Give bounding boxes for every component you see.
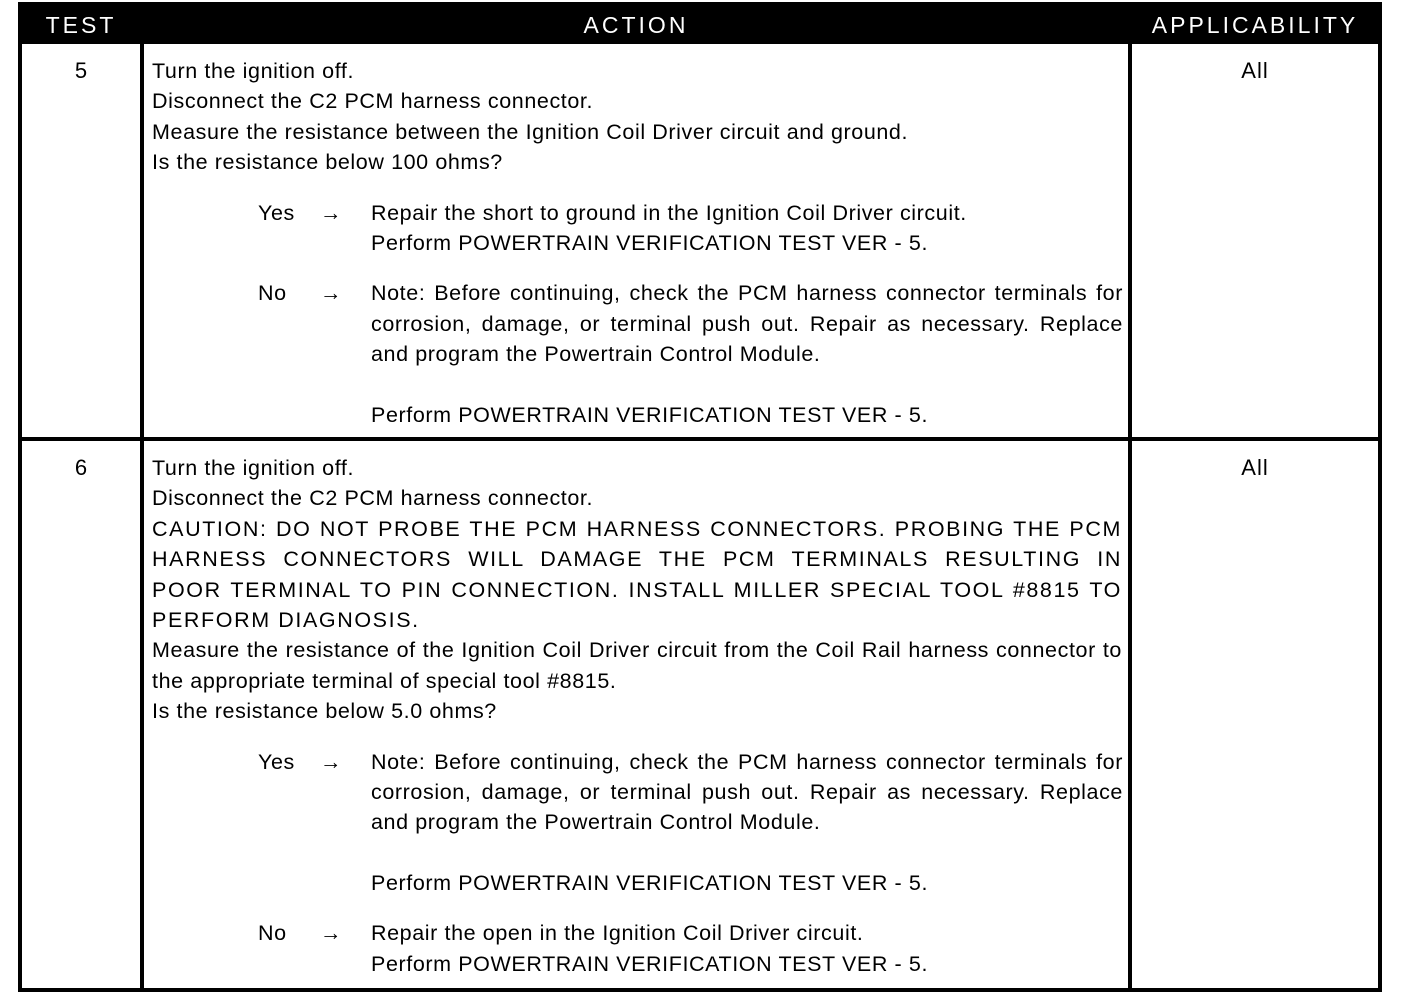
yes-branch [152,198,1122,259]
diagnostic-test-table [18,2,1382,992]
column-divider [1128,44,1132,988]
step-text: Turn the ignition off. [152,59,355,83]
row-divider [22,437,1378,441]
perform-text: Perform POWERTRAIN VERIFICATION TEST VER - 5. [371,402,929,427]
column-divider [140,44,144,988]
no-branch [152,918,1122,979]
arrow-icon: → [320,921,343,946]
applicability-value: All [1241,455,1269,480]
no-label: No [258,281,287,306]
note-text: Note: Before continuing, check the PCM harness connector terminals for corrosion, damage, or terminal push out. Repair as necessary. Replace and program the Powertrain Control Module. [371,749,1123,835]
arrow-icon: → [320,281,343,306]
step-text: Turn the ignition off. [152,456,355,480]
branch-text: Perform POWERTRAIN VERIFICATION TEST VER - 5. [371,231,929,256]
header-applicability: APPLICABILITY [1151,12,1359,38]
header-action: ACTION [583,12,689,38]
step-text: Disconnect the C2 PCM harness connector. [152,486,594,511]
action-cell-test-5 [152,56,1122,430]
measure-text: Measure the resistance of the Ignition Coil Driver circuit from the Coil Rail harness connector to the appropriate terminal of special tool #8815. [152,638,1122,693]
perform-text: Perform POWERTRAIN VERIFICATION TEST VER - 5. [371,870,929,895]
yes-label: Yes [258,749,295,774]
question-text: Is the resistance below 5.0 ohms? [152,699,497,724]
arrow-icon: → [320,749,343,774]
yes-branch [152,747,1122,899]
step-text: Measure the resistance between the Ignition Coil Driver circuit and ground. [152,119,909,144]
arrow-icon: → [320,200,343,225]
note-text: Note: Before continuing, check the PCM harness connector terminals for corrosion, damage, or terminal push out. Repair as necessary. Replace and program the Powertrain Control Module. [371,281,1123,367]
test-number: 5 [74,58,88,83]
branch-text: Repair the open in the Ignition Coil Driver circuit. [371,921,864,946]
question-text: Is the resistance below 100 ohms? [152,150,503,175]
test-number: 6 [74,455,88,480]
applicability-value: All [1241,58,1269,83]
step-text: Disconnect the C2 PCM harness connector. [152,89,594,114]
caution-text: CAUTION: DO NOT PROBE THE PCM HARNESS CONNECTORS. PROBING THE PCM HARNESS CONNECTORS WILL DAMAGE THE PCM TERMINALS RESULTING IN POOR TERMINAL TO PIN CONNECTION. INSTALL MILLER SPECIAL TOOL #8815 TO PERFORM DIAGNOSIS. [152,516,1122,633]
no-label: No [258,921,287,946]
yes-label: Yes [258,200,295,225]
action-cell-test-6 [152,453,1122,979]
branch-text: Perform POWERTRAIN VERIFICATION TEST VER - 5. [371,951,929,976]
header-test: TEST [45,12,117,38]
no-branch [152,278,1122,430]
table-header [22,6,1378,44]
branch-text: Repair the short to ground in the Ignition Coil Driver circuit. [371,200,967,225]
